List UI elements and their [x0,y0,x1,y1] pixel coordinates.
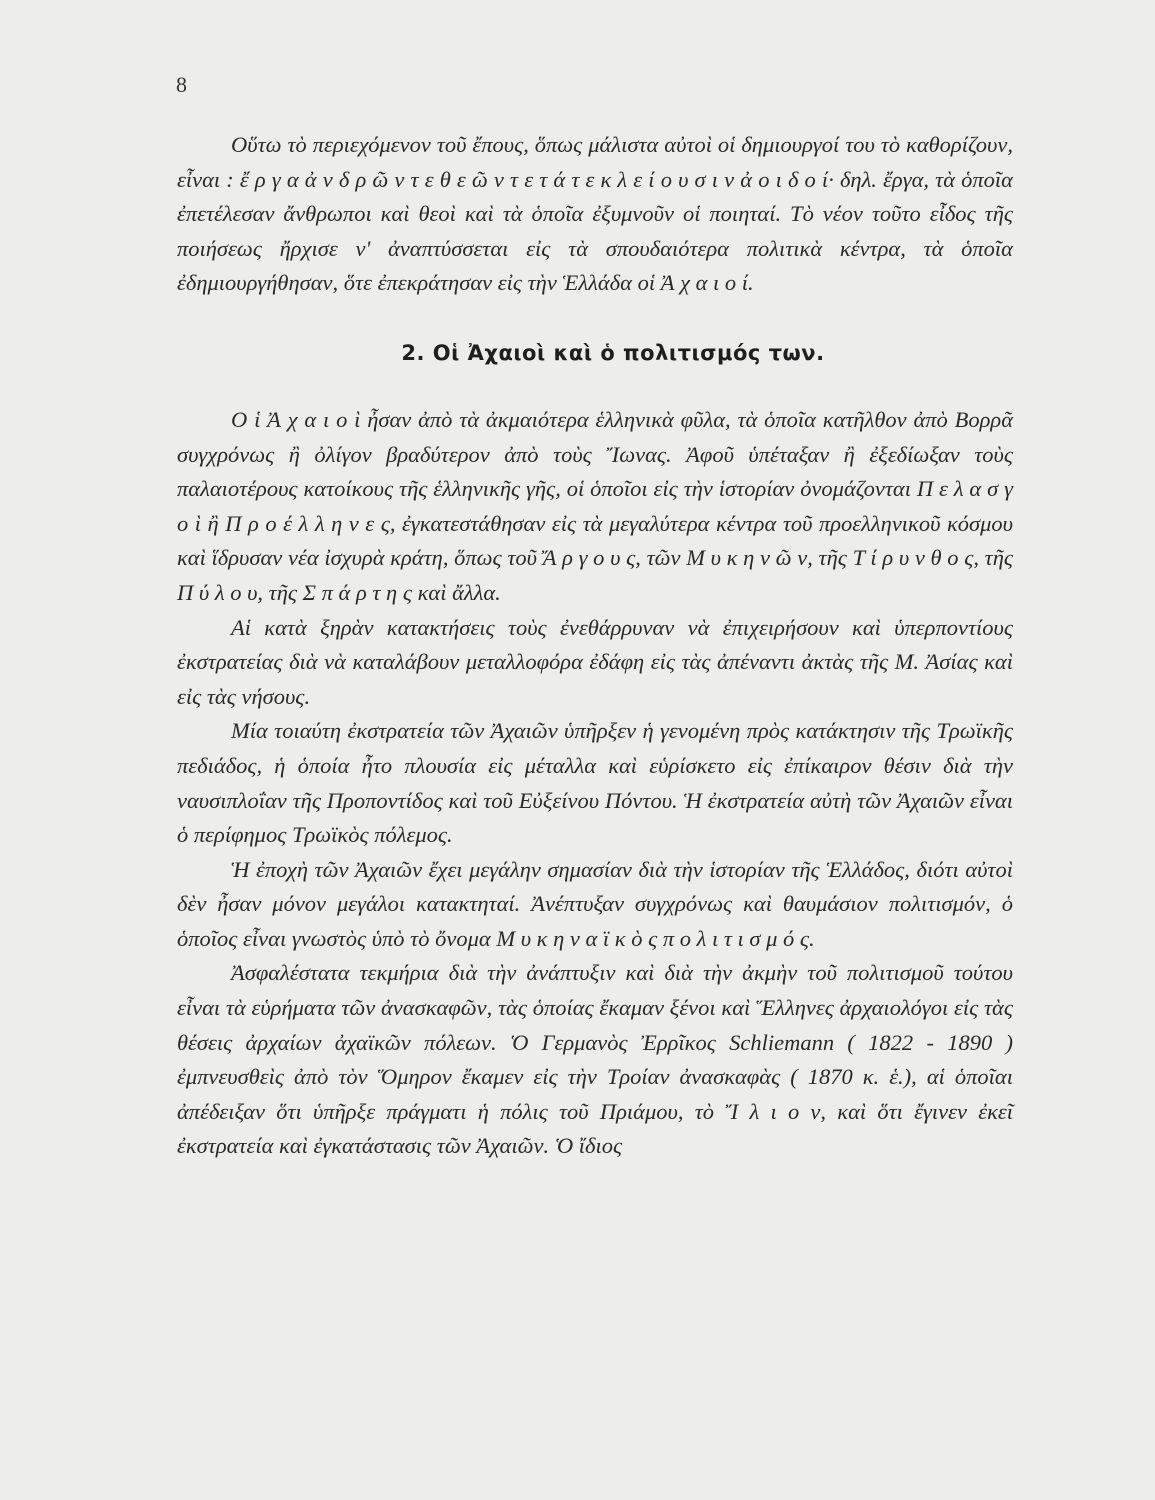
body-text [177,128,1013,1164]
paragraph-conquests: Αἱ κατὰ ξηρὰν κατακτήσεις τοὺς ἐνεθάρρυναν νὰ ἐπιχειρήσουν καὶ ὑπερποντίους ἐκστρατείας διὰ νὰ καταλάβουν μεταλλοφόρα ἐδάφη εἰς τὰς ἀπέναντι ἀκτὰς τῆς Μ. Ἀσίας καὶ εἰς τὰς νήσους. [177,614,1013,709]
paragraph-mycenaean-civilization: Ἡ ἐποχὴ τῶν Ἀχαιῶν ἔχει μεγάλην σημασίαν διὰ τὴν ἱστορίαν τῆς Ἑλλάδος, διότι αὐτοὶ δὲν ἦσαν μόνον μεγάλοι κατακτηταί. Ἀνέπτυξαν συγχρόνως καὶ θαυμάσιον πολιτισμόν, ὁ ὁποῖος εἶναι γνωστὸς ὑπὸ τὸ ὄνομα Μ υ κ η ν α ϊ κ ὸ ς π ο λ ι τ ι σ μ ό ς. [177,856,1013,951]
paragraph-excavations: Ἀσφαλέστατα τεκμήρια διὰ τὴν ἀνάπτυξιν καὶ διὰ τὴν ἀκμὴν τοῦ πολιτισμοῦ τούτου εἶναι τὰ εὑρήματα τῶν ἀνασκαφῶν, τὰς ὁποίας ἔκαμαν ξένοι καὶ Ἕλληνες ἀρχαιολόγοι εἰς τὰς θέσεις ἀρχαίων ἀχαϊκῶν πόλεων. Ὁ Γερμανὸς Ἐρρῖκος Schliemann ( 1822 - 1890 ) ἐμπνευσθεὶς ἀπὸ τὸν Ὅμηρον ἔκαμεν εἰς τὴν Τροίαν ἀνασκαφὰς ( 1870 κ. ἑ.), αἱ ὁποῖαι ἀπέδειξαν ὅτι ὑπῆρξε πράγματι ἡ πόλις τοῦ Πριάμου, τὸ Ἴ λ ι ο ν, καὶ ὅτι ἔγινεν ἐκεῖ ἐκστρατεία καὶ ἐγκατάστασις τῶν Ἀχαιῶν. Ὁ ἴδιος [177,960,1013,1159]
paragraph-achaeans-intro: Ο ἱ Ἀ χ α ι ο ὶ ἦσαν ἀπὸ τὰ ἀκμαιότερα ἑλληνικὰ φῦλα, τὰ ὁποῖα κατῆλθον ἀπὸ Βορρᾶ συγχρόνως ἢ ὀλίγον βραδύτερον ἀπὸ τοὺς Ἴωνας. Ἀφοῦ ὑπέταξαν ἢ ἐξεδίωξαν τοὺς παλαιοτέρους κατοίκους τῆς ἑλληνικῆς γῆς, οἱ ὁποῖοι εἰς τὴν ἱστορίαν ὀνομάζονται Π ε λ α σ γ ο ὶ ἢ Π ρ ο έ λ λ η ν ε ς, ἐγκατεστάθησαν εἰς τὰ μεγαλύτερα κέντρα τοῦ προελληνικοῦ κόσμου καὶ ἵδρυσαν νέα ἰσχυρὰ κράτη, ὅπως τοῦ Ἄ ρ γ ο υ ς, τῶν Μ υ κ η ν ῶ ν, τῆς Τ ί ρ υ ν θ ο ς, τῆς Π ύ λ ο υ, τῆς Σ π ά ρ τ η ς καὶ ἄλλα. [177,406,1013,605]
page-number: 8 [176,72,187,97]
section-heading: 2. Οἱ Ἀχαιοὶ καὶ ὁ πολιτισμός των. [401,340,825,365]
paragraph-trojan-war: Μία τοιαύτη ἐκστρατεία τῶν Ἀχαιῶν ὑπῆρξεν ἡ γενομένη πρὸς κατάκτησιν τῆς Τρωϊκῆς πεδιάδος, ἡ ὁποία ἦτο πλουσία εἰς μέταλλα καὶ εὑρίσκετο εἰς ἐπίκαιρον θέσιν διὰ τὴν ναυσιπλοΐαν τῆς Προποντίδος καὶ τοῦ Εὐξείνου Πόντου. Ἡ ἐκστρατεία αὐτὴ τῶν Ἀχαιῶν εἶναι ὁ περίφημος Τρωϊκὸς πόλεμος. [177,718,1013,848]
paragraph-epic-content: Οὕτω τὸ περιεχόμενον τοῦ ἔπους, ὅπως μάλιστα αὐτοὶ οἱ δημιουργοί του τὸ καθορίζουν, εἶναι : ἔ ρ γ α ἀ ν δ ρ ῶ ν τ ε θ ε ῶ ν τ ε τ ά τ ε κ λ ε ί ο υ σ ι ν ἀ ο ι δ ο ί· δηλ. ἔργα, τὰ ὁποῖα ἐπετέλεσαν ἄνθρωποι καὶ θεοὶ καὶ τὰ ὁποῖα ἐξυμνοῦν οἱ ποιηταί. Τὸ νέον τοῦτο εἶδος τῆς ποιήσεως ἤρχισε ν' ἀναπτύσσεται εἰς τὰ σπουδαιότερα πολιτικὰ κέντρα, τὰ ὁποῖα ἐδημιουργήθησαν, ὅτε ἐπεκράτησαν εἰς τὴν Ἑλλάδα οἱ Ἀ χ α ι ο ί. [177,132,1013,296]
